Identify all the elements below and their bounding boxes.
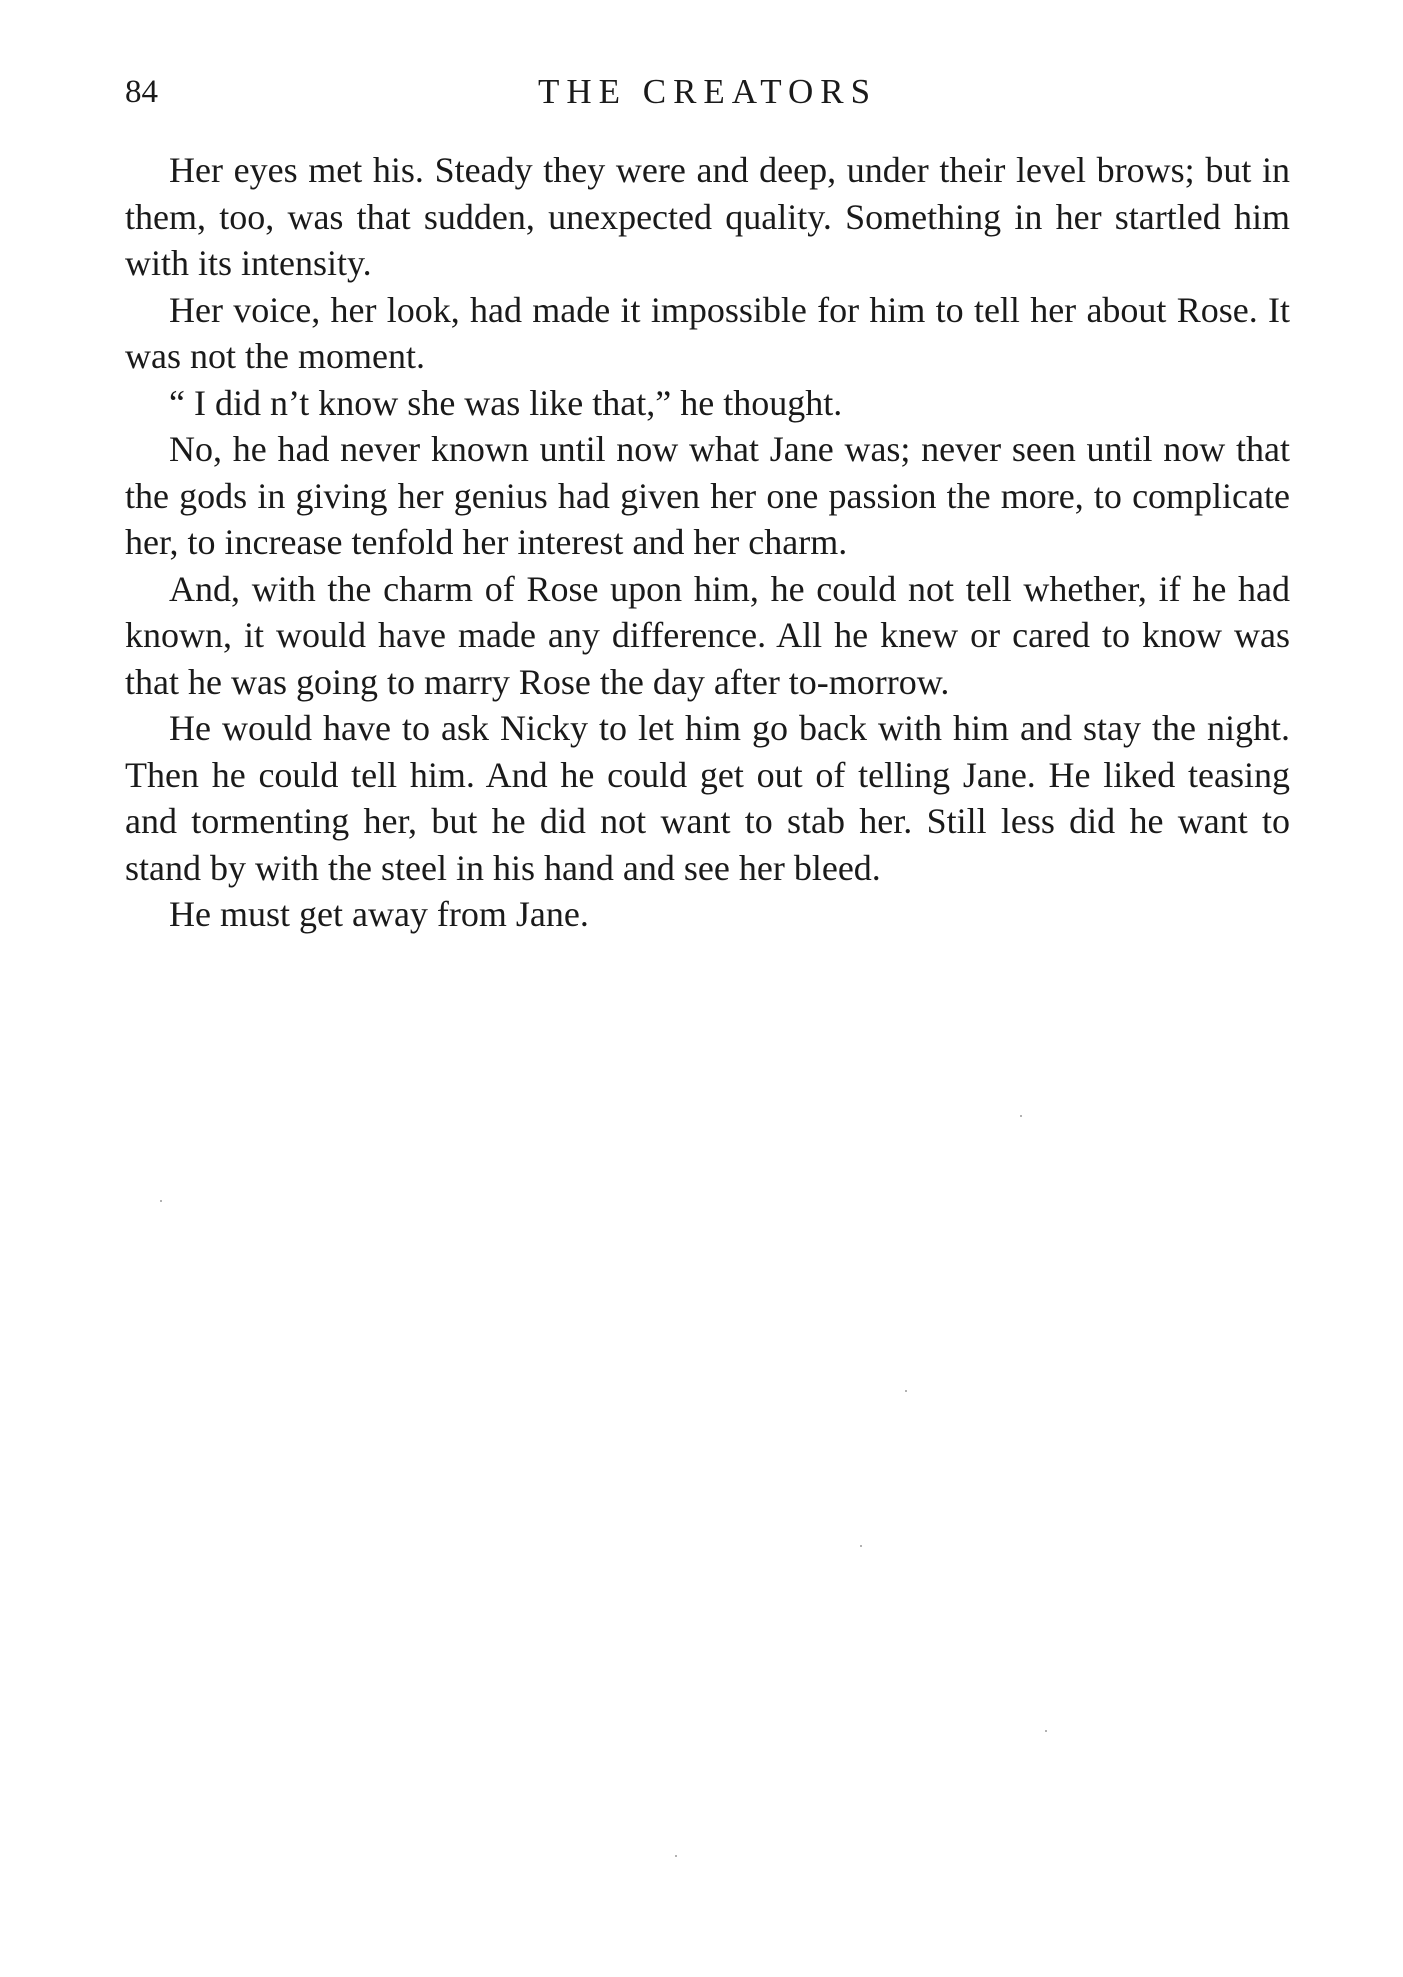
paragraph: Her voice, her look, had made it impossible for him to tell her about Rose. It was not the moment. — [125, 289, 1290, 376]
paper-speck — [1020, 1115, 1022, 1117]
paragraph: He would have to ask Nicky to let him go back with him and stay the night. Then he could tell him. And he could get out of telling Jane. He liked teasing and tormenting her, but he did not want to stab her. Still less did he want to stand by with the steel in his hand and see her bleed. — [125, 708, 1290, 888]
paragraph: No, he had never known until now what Jane was; never seen until now that the gods in giving her genius had given her one passion the more, to complicate her, to increase tenfold her interest and her charm. — [125, 429, 1290, 562]
paper-speck — [675, 1855, 677, 1857]
running-title: THE CREATORS — [537, 72, 878, 111]
paper-speck — [860, 1545, 862, 1547]
paragraph: “ I did n’t know she was like that,” he thought. — [169, 382, 843, 423]
page-header — [125, 62, 1290, 122]
page-number: 84 — [125, 74, 158, 110]
paper-speck — [1045, 1730, 1047, 1732]
paragraph: And, with the charm of Rose upon him, he could not tell whether, if he had known, it would have made any difference. All he knew or cared to know was that he was going to marry Rose the day after to-morrow. — [125, 568, 1290, 702]
paragraph: Her eyes met his. Steady they were and deep, under their level brows; but in them, too, was that sudden, unexpected quality. Something in her startled him with its intensity. — [125, 150, 1290, 283]
paragraph: He must get away from Jane. — [169, 894, 589, 934]
body-text — [125, 147, 1290, 938]
paper-speck — [160, 1200, 162, 1202]
paper-speck — [905, 1390, 907, 1392]
